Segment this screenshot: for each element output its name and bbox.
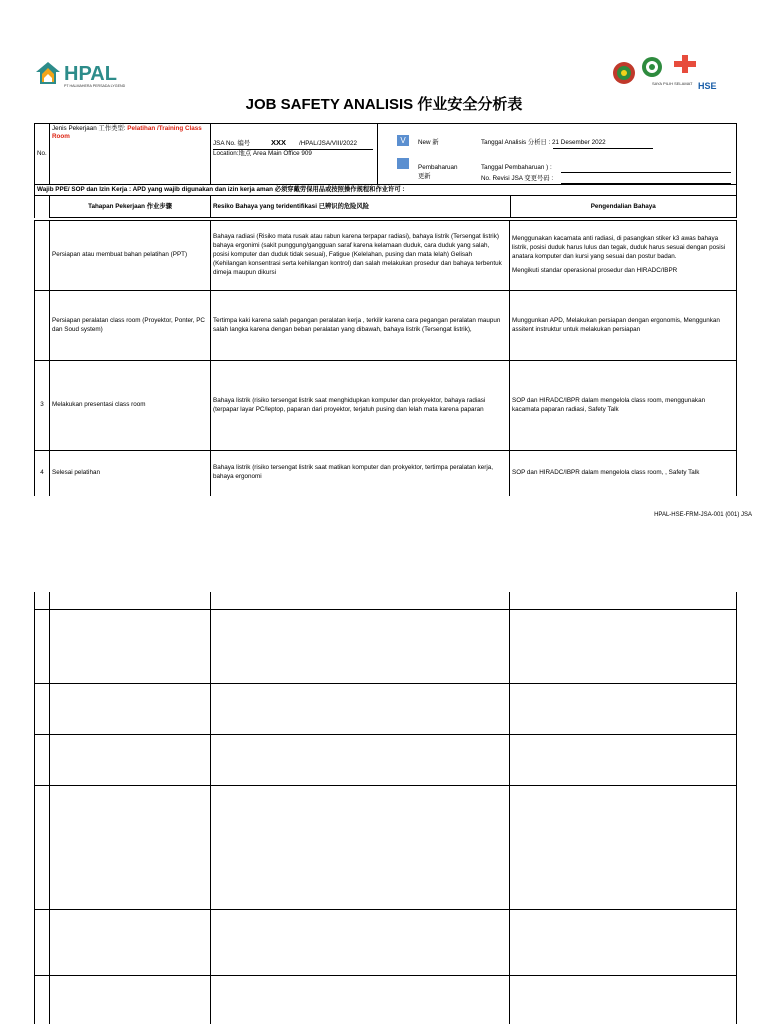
continuation-table xyxy=(34,592,737,1024)
pengendalian-cell: SOP dan HIRADC/IBPR dalam mengelola class room, menggunakan kacamata paparan radiasi, Safety Talk xyxy=(510,361,737,451)
resiko-cell: Tertimpa kaki karena salah pegangan peralatan kerja , terkilir karena cara pegangan peralatan maupun salah langka karena dengan beban peralatan yang dibawah, bahaya listrik (Tersengat listrik), xyxy=(211,291,510,361)
hse-cross-icon xyxy=(674,55,696,73)
resiko-cell: Bahaya radiasi (Risiko mata rusak atau rabun karena terpapar radiasi), bahaya listrik (Tersengat listrik) bahaya ergonimi (sakit punggung/gangguan saraf karena kelamaan duduk, cara duduk yang salah, posisi komputer dan duduk tidak sesuai), Fatigue (Kelelahan, pusing dan mata lelah) Gelisah (Kehilangan konsentrasi serta kehilangan kontrol) dan salah melakukan prosedur dan bahaya terbentuk dimeja maupun dikursi xyxy=(211,221,510,291)
col-resiko: Resiko Bahaya yang teridentifikasi 已辨识的危险风险 xyxy=(211,196,510,217)
hse-label: HSE xyxy=(698,81,717,91)
jsa-steps-table xyxy=(34,220,737,496)
tahapan-cell: Persiapan atau membuat bahan pelatihan (PPT) xyxy=(50,221,211,291)
pembaharuan-checkbox[interactable] xyxy=(397,158,409,169)
row-number xyxy=(35,221,50,291)
tahapan-cell: Selesai pelatihan xyxy=(50,451,211,496)
new-label: New 新 xyxy=(418,139,439,146)
jenis-label: Jenis Pekerjaan 工作类型: xyxy=(52,125,128,132)
row-number: 3 xyxy=(35,361,50,451)
jsa-suffix: /HPAL/JSA/VIII/2022 xyxy=(299,140,357,147)
pengendalian-cell: Munggunkan APD, Melakukan persiapan dengan ergonomis, Menggunkan assitent instruktur untuk melakukan persiapan xyxy=(510,291,737,361)
safety-logos xyxy=(612,53,732,93)
no-revisi: No. Revisi JSA 变更号码 : xyxy=(481,175,554,182)
health-emblem-icon xyxy=(642,57,662,77)
col-pengendalian: Pengendalian Bahaya xyxy=(590,202,656,210)
hpal-logo xyxy=(34,58,154,94)
tanggal-analisis: Tanggal Analisis 分析日 : 21 Desember 2022 xyxy=(481,139,606,146)
tanggal-pembaharuan: Tanggal Pembaharuan ) : xyxy=(481,164,552,171)
table-row xyxy=(35,221,737,291)
col-tahapan: Tahapan Pekerjaan 作业步骤 xyxy=(50,196,211,218)
new-checkbox[interactable]: V xyxy=(397,135,409,146)
hpal-brand: HPAL xyxy=(64,63,117,85)
empty-row xyxy=(35,609,737,683)
jsa-no-label: JSA No. 编号 xyxy=(213,140,251,147)
resiko-cell: Bahaya listrik (risiko tersengat listrik saat matikan komputer dan prokyektor, tertimpa peralatan kerja, bahaya ergonomi xyxy=(211,451,510,496)
empty-row xyxy=(35,909,737,975)
pengendalian-cell xyxy=(510,221,737,291)
row-number: 4 xyxy=(35,451,50,496)
pengendalian-text: Menggunakan kacamata anti radiasi, di pasangkan stiker k3 awas bahaya listrik, posisi duduk harus lulus dan tegak, duduk harus sesuai dengan posisi anatara komputer dan kursi yang sesuai dan postur badan. xyxy=(512,234,726,260)
ppe-note: Wajib PPE/ SOP dan Izin Kerja : APD yang wajib digunakan dan izin kerja aman 必须穿戴劳保用品或按照操作规程和作业许可 : xyxy=(35,185,737,196)
pengendalian-text-2: Mengikuti standar operasional prosedur dan HIRADC/IBPR xyxy=(512,267,678,275)
jenis-value: Pelatihan /Training Class Room xyxy=(52,125,202,141)
resiko-cell: Bahaya listrik (risiko tersengat listrik saat menghidupkan komputer dan prokyektor, bahaya radiasi (terpapar layar PC/leptop, paparan dari proyektor, terjatuh pusing dan lelah mata karena paparan xyxy=(211,361,510,451)
table-row xyxy=(35,361,737,451)
tahapan-cell: Melakukan presentasi class room xyxy=(50,361,211,451)
pembaharuan-label: Pembaharuan 更新 xyxy=(418,164,458,180)
form-code: HPAL-HSE-FRM-JSA-001 (001) JSA xyxy=(654,512,752,518)
empty-row xyxy=(35,975,737,1024)
document-title: JOB SAFETY ANALISIS 作业安全分析表 xyxy=(245,96,523,113)
row-number xyxy=(35,291,50,361)
empty-row xyxy=(35,785,737,909)
jsa-code: XXX xyxy=(271,138,287,147)
no-label: No. xyxy=(35,124,50,185)
hpal-subtitle: PT HALMAHERA PERSADA LYGEND xyxy=(64,84,126,88)
jenis-pekerjaan-cell xyxy=(50,124,211,185)
empty-row xyxy=(35,683,737,734)
tahapan-cell: Persiapan peralatan class room (Proyektor, Ponter, PC dan Soud system) xyxy=(50,291,211,361)
hpal-emblem-icon xyxy=(34,58,154,94)
pengendalian-cell: SOP dan HIRADC/IBPR dalam mengelola class room, , Safety Talk xyxy=(510,451,737,496)
k3-gear-icon xyxy=(613,62,635,84)
jsa-info-cell xyxy=(211,124,737,185)
table-row xyxy=(35,291,737,361)
empty-row xyxy=(35,592,737,609)
safety-slogan: SAYA PILIH SELAMAT xyxy=(652,81,693,86)
table-row xyxy=(35,451,737,496)
empty-row xyxy=(35,734,737,785)
location: Location:地点 Area Main Office 909 xyxy=(213,150,312,157)
jsa-header-table xyxy=(34,123,737,218)
